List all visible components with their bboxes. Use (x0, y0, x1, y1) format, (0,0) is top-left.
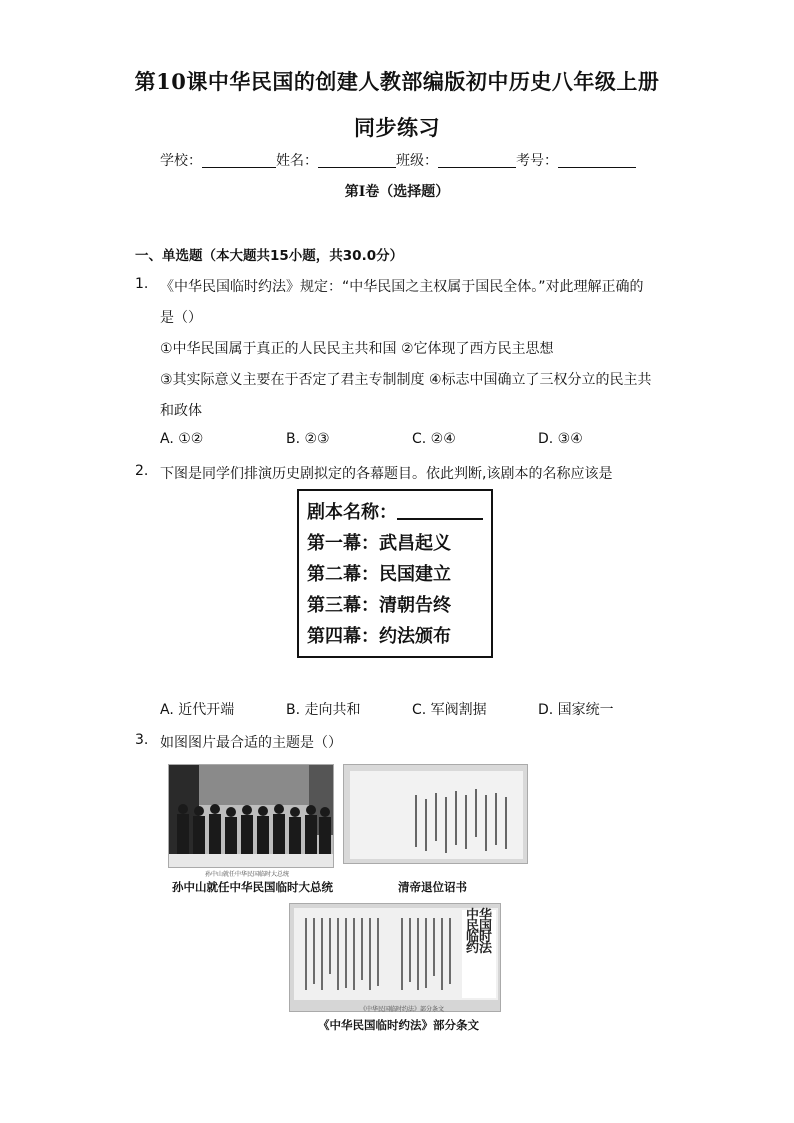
script-name-row (307, 497, 491, 528)
photo-3-inner-caption: 《中华民国临时约法》部分条文 (360, 1006, 445, 1013)
name-label: 姓名： (276, 153, 318, 169)
question-3-number: 3. (135, 732, 149, 748)
qing-abdication-edict-photo (343, 764, 528, 864)
question-1-line: ①中华民国属于真正的人民民主共和国 ②它体现了西方民主思想 (160, 341, 554, 357)
photo-1-inner-caption: 孙中山就任中华民国临时大总统 (205, 871, 290, 878)
class-blank[interactable] (438, 153, 516, 168)
question-2-option-b[interactable]: B. 走向共和 (286, 702, 361, 718)
student-info-line (160, 150, 636, 170)
photo-1-caption: 孙中山就任中华民国临时大总统 (172, 880, 333, 894)
question-1-option-c[interactable]: C. ②④ (412, 431, 456, 447)
name-blank[interactable] (318, 153, 396, 168)
question-2-option-d[interactable]: D. 国家统一 (538, 702, 614, 718)
script-name-blank (397, 500, 483, 520)
question-3-line: 如图图片最合适的主题是（） (160, 735, 342, 751)
page-title: 第10课中华民国的创建人教部编版初中历史八年级上册 (134, 69, 660, 94)
class-label: 班级： (396, 153, 438, 169)
question-1-option-b[interactable]: B. ②③ (286, 431, 330, 447)
volume-heading: 第I卷（选择题） (344, 184, 450, 200)
script-act-3: 第三幕：清朝告终 (307, 595, 451, 616)
question-1-line: ③其实际意义主要在于否定了君主专制制度 ④标志中国确立了三权分立的民主共 (160, 372, 652, 388)
question-2-option-a[interactable]: A. 近代开端 (160, 702, 235, 718)
sun-yatsen-inauguration-photo (168, 764, 334, 868)
question-2-line: 下图是同学们排演历史剧拟定的各幕题目。依此判断,该剧本的名称应该是 (160, 466, 613, 482)
exam-number-label: 考号： (516, 153, 558, 169)
exam-number-blank[interactable] (558, 153, 636, 168)
school-blank[interactable] (202, 153, 276, 168)
script-act-2: 第二幕：民国建立 (307, 564, 451, 585)
provisional-constitution-photo (289, 903, 501, 1012)
school-label: 学校： (160, 153, 202, 169)
script-act-1: 第一幕：武昌起义 (307, 533, 451, 554)
question-1-line: 是（） (160, 310, 202, 326)
photo-3-caption: 《中华民国临时约法》部分条文 (318, 1018, 479, 1032)
group-photo-illustration (169, 765, 334, 868)
question-1-option-d[interactable]: D. ③④ (538, 431, 583, 447)
script-title-box (297, 489, 493, 658)
script-act-4: 第四幕：约法颁布 (307, 626, 451, 647)
question-1-line: 和政体 (160, 403, 202, 419)
question-1-option-a[interactable]: A. ①② (160, 431, 204, 447)
constitution-seal-text: 中华民国临时约法 (466, 908, 493, 956)
photo-2-caption: 清帝退位诏书 (398, 880, 467, 894)
section-heading: 一、单选题（本大题共15小题，共30.0分） (135, 248, 404, 264)
question-2-option-c[interactable]: C. 军阀割据 (412, 702, 487, 718)
page-subtitle: 同步练习 (354, 115, 440, 140)
question-2-number: 2. (135, 463, 149, 479)
question-1-line: 《中华民国临时约法》规定：“中华民国之主权属于国民全体。”对此理解正确的 (160, 279, 644, 295)
question-1-number: 1. (135, 276, 149, 292)
edict-illustration (344, 765, 528, 864)
script-name-label: 剧本名称： (307, 502, 397, 523)
